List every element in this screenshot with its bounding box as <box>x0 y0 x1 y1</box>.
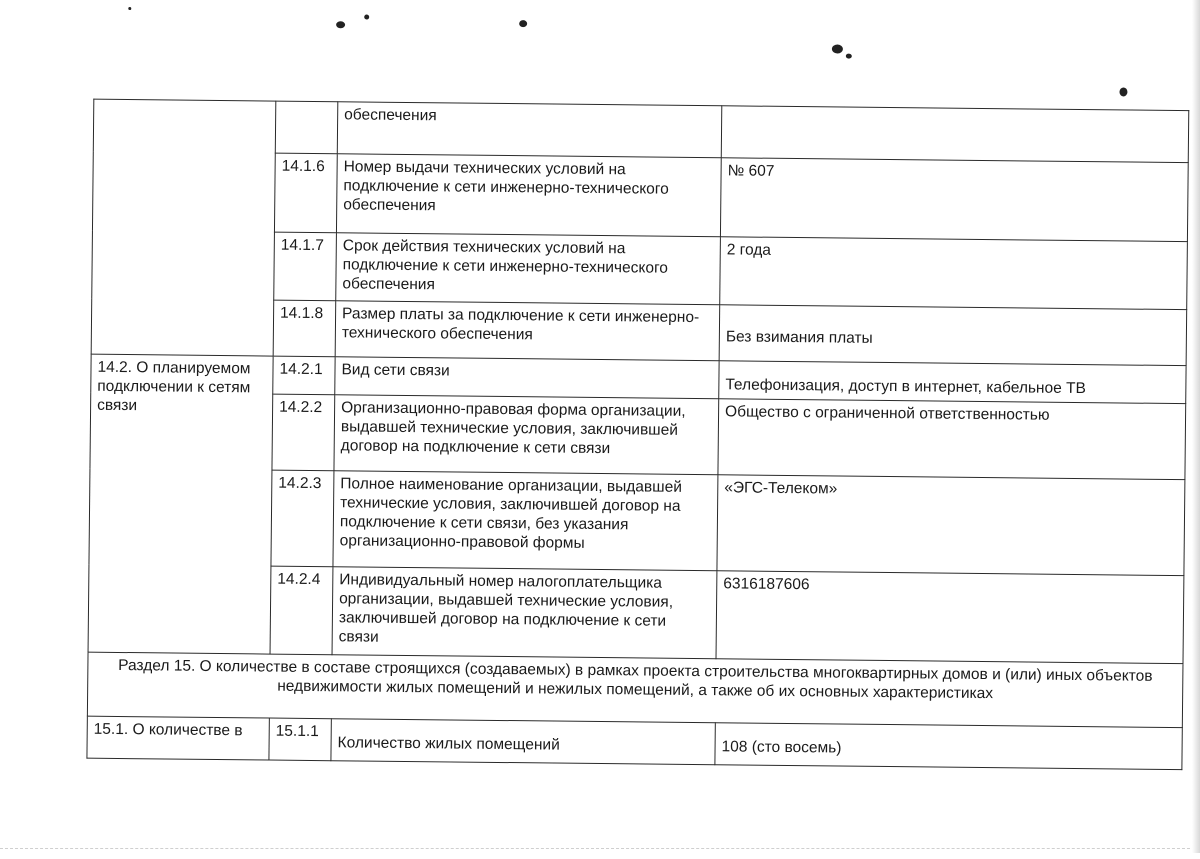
row-value: Без взимания платы <box>719 305 1187 366</box>
row-value: Телефонизация, доступ в интернет, кабельное ТВ <box>719 361 1186 404</box>
row-value: № 607 <box>720 158 1188 242</box>
scan-speck <box>832 44 843 53</box>
row-number: 14.1.8 <box>273 300 336 357</box>
row-value: «ЭГС-Телеком» <box>717 475 1185 576</box>
scan-speck <box>846 54 852 59</box>
row-label: Полное наименование организации, выдавшей технические условия, заключившей договор на подключение к сети связи, без указания организационно-правовой формы <box>333 471 718 571</box>
section-header-row <box>87 652 1183 727</box>
row-number: 14.2.1 <box>273 356 335 395</box>
scan-speck <box>364 15 369 20</box>
scan-speck <box>336 21 345 28</box>
scan-speck <box>128 7 131 10</box>
row-label: Организационно-правовая форма организации, выдавшей технические условия, заключившей договор на подключение к сети связи <box>334 395 719 475</box>
row-label: Размер платы за подключение к сети инженерно-технического обеспечения <box>335 301 720 361</box>
scan-speck <box>519 20 527 27</box>
section-15-title: Раздел 15. О количестве в составе строящихся (создаваемых) в рамках проекта строительства многоквартирных домов и (или) иных объектов недвижимости жилых помещений и нежилых помещений, а также об их основных характеристиках <box>87 652 1183 727</box>
row-number <box>275 101 338 154</box>
group-title-15-1: 15.1. О количестве в <box>87 716 269 760</box>
row-value: 108 (сто восемь) <box>715 723 1182 770</box>
row-number: 14.1.6 <box>274 153 337 233</box>
row-value: Общество с ограниченной ответственностью <box>718 399 1186 480</box>
row-label: Номер выдачи технических условий на подключение к сети инженерно-технического обеспечения <box>336 154 721 237</box>
row-label: Вид сети связи <box>335 357 719 399</box>
row-number: 14.2.4 <box>270 566 333 655</box>
row-value: 2 года <box>720 237 1188 310</box>
table-row <box>93 99 1188 162</box>
row-number: 14.2.2 <box>272 394 335 471</box>
scan-edge-line <box>0 848 1200 849</box>
group-title-14-2: 14.2. О планируемом подключении к сетям связи <box>88 354 273 654</box>
row-number: 14.2.3 <box>271 470 334 567</box>
project-declaration-table <box>86 99 1189 770</box>
group-cell-14-1 <box>91 99 276 356</box>
row-number: 15.1.1 <box>269 718 331 761</box>
scan-edge-shadow <box>1192 0 1200 853</box>
row-label: Срок действия технических условий на подключение к сети инженерно-технического обеспечения <box>336 233 721 305</box>
scan-speck <box>1119 87 1127 96</box>
row-value: 6316187606 <box>716 571 1184 664</box>
row-value <box>721 106 1189 163</box>
row-label: Индивидуальный номер налогоплательщика организации, выдавшей технические условия, заключившей договор на подключение к сети связи <box>332 567 717 659</box>
row-label: Количество жилых помещений <box>331 719 715 765</box>
row-label: обеспечения <box>337 102 722 158</box>
row-number: 14.1.7 <box>274 232 337 301</box>
